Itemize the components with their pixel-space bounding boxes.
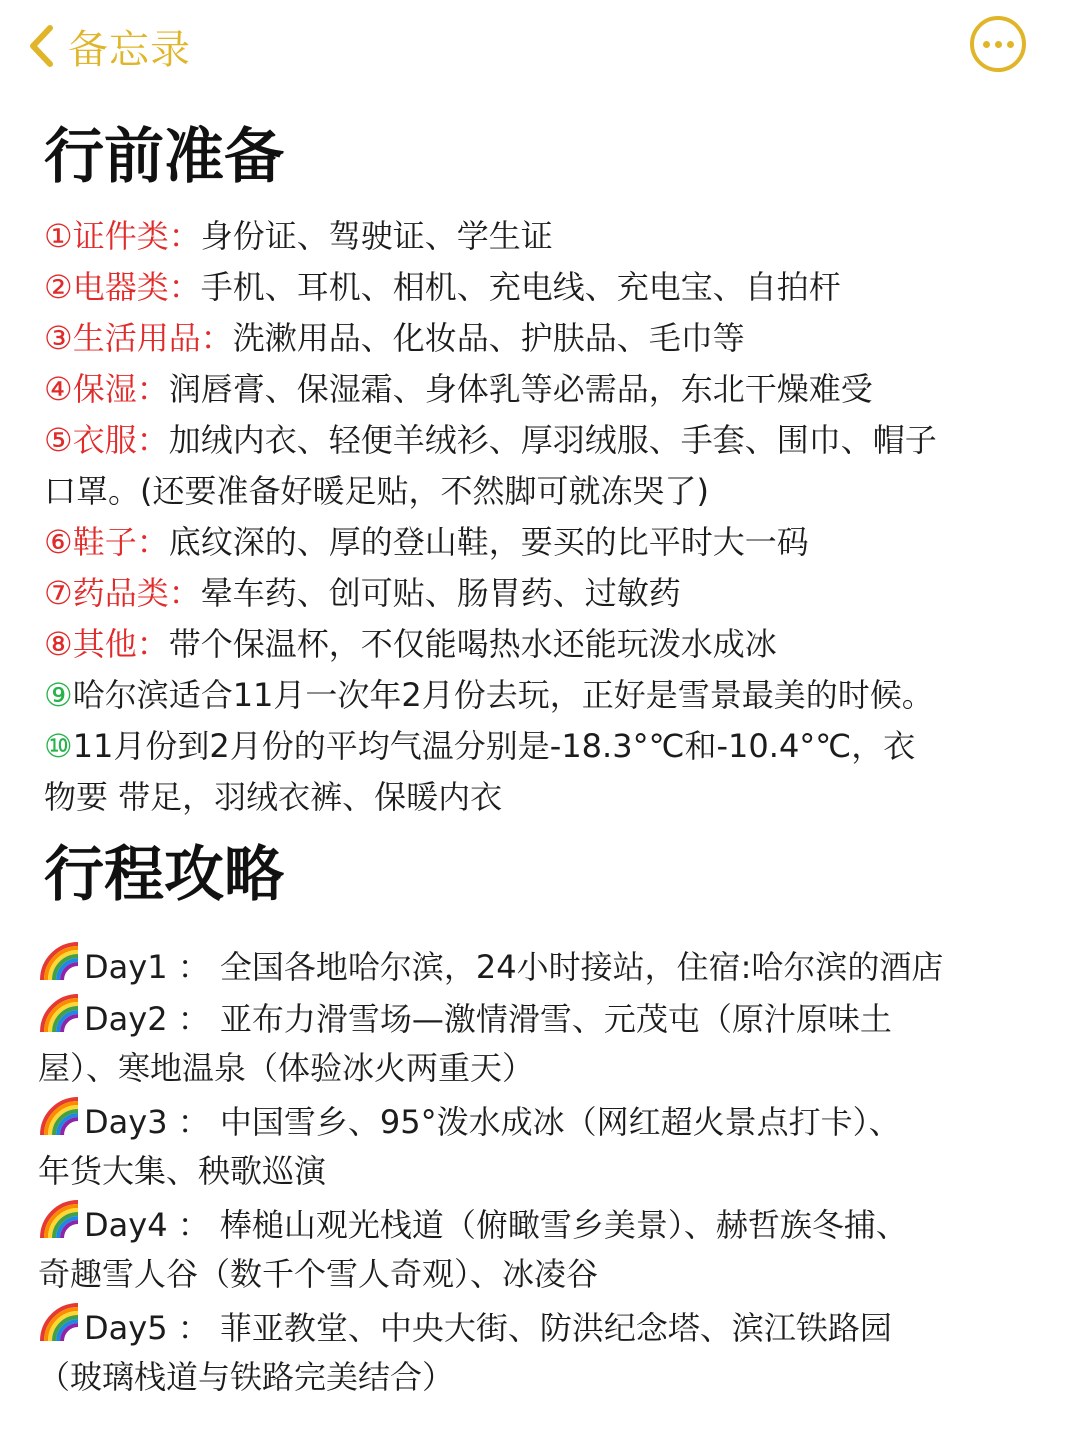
itinerary-day-continuation: 年货大集、秧歌巡演 [38,1152,327,1190]
more-dot-icon [1007,41,1014,48]
back-button[interactable] [28,14,191,78]
prep-item-label: ⑤衣服： [44,421,169,459]
itinerary-day [38,940,1038,993]
prep-item-label: ③生活用品： [44,319,233,357]
rainbow-icon [38,1198,82,1242]
prep-note [44,721,1044,772]
prep-item-continuation: 口罩。(还要准备好暖足贴，不然脚可就冻哭了) [44,472,709,510]
prep-item-text: 带个保温杯，不仅能喝热水还能玩泼水成冰 [168,625,777,663]
itinerary-day [38,1301,1038,1354]
itinerary-day [38,992,1038,1045]
prep-item [44,619,1044,670]
prep-item-label: ⑧其他： [44,625,169,663]
prep-item [44,211,1044,262]
prep-item-label: ⑦药品类： [44,574,201,612]
section-title-itinerary: 行程攻略 [44,840,284,910]
prep-item [44,313,1044,364]
prep-item-text: 晕车药、创可贴、肠胃药、过敏药 [200,574,681,612]
prep-item [44,364,1044,415]
prep-item-label: ①证件类： [44,217,201,255]
prep-note-marker: ⑩ [44,727,73,765]
prep-note-text: 哈尔滨适合11月一次年2月份去玩，正好是雪景最美的时候。 [72,676,934,714]
prep-item-label: ⑥鞋子： [44,523,169,561]
more-dot-icon [983,41,990,48]
prep-item [44,568,1044,619]
section-title-prep: 行前准备 [44,122,284,192]
nav-bar [0,0,1080,100]
prep-item [44,415,1044,466]
prep-note [44,670,1044,721]
itinerary-day-text: Day1 ： 全国各地哈尔滨，24小时接站，住宿:哈尔滨的酒店 [84,948,944,986]
prep-note-text: 11月份到2月份的平均气温分别是-18.3°℃和-10.4°℃，衣 [72,727,916,765]
itinerary-day-text: Day5 ： 菲亚教堂、中央大街、防洪纪念塔、滨江铁路园 [84,1309,892,1347]
prep-item-text: 底纹深的、厚的登山鞋，要买的比平时大一码 [168,523,809,561]
rainbow-icon [38,940,82,984]
more-dot-icon [995,41,1002,48]
itinerary-day-continuation: （玻璃栈道与铁路完美结合） [38,1358,455,1396]
prep-item-label: ④保湿： [44,370,169,408]
itinerary-day [38,1198,1038,1251]
itinerary-day-continuation: 奇趣雪人谷（数千个雪人奇观）、冰凌谷 [38,1255,599,1293]
back-label: 备忘录 [68,26,191,73]
itinerary-day-text: Day4 ： 棒槌山观光栈道（俯瞰雪乡美景）、赫哲族冬捕、 [84,1206,908,1244]
prep-item-text: 加绒内衣、轻便羊绒衫、厚羽绒服、手套、围巾、帽子 [168,421,937,459]
rainbow-icon [38,1301,82,1345]
prep-note-marker: ⑨ [44,676,73,714]
prep-item-text: 身份证、驾驶证、学生证 [200,217,553,255]
prep-item-text: 润唇膏、保湿霜、身体乳等必需品，东北干燥难受 [168,370,873,408]
more-options-button[interactable] [970,16,1026,72]
prep-note-continuation: 物要 带足，羽绒衣裤、保暖内衣 [44,778,503,816]
rainbow-icon [38,992,82,1036]
prep-item-label: ②电器类： [44,268,201,306]
itinerary-day [38,1095,1038,1148]
itinerary-day-text: Day2 ： 亚布力滑雪场—激情滑雪、元茂屯（原汁原味土 [84,1000,892,1038]
itinerary-day-continuation: 屋）、寒地温泉（体验冰火两重天） [38,1049,535,1087]
prep-item-text: 手机、耳机、相机、充电线、充电宝、自拍杆 [200,268,841,306]
prep-item [44,517,1044,568]
prep-item [44,262,1044,313]
rainbow-icon [38,1095,82,1139]
prep-item-text: 洗漱用品、化妆品、护肤品、毛巾等 [232,319,745,357]
itinerary-day-text: Day3 ： 中国雪乡、95°泼水成冰（网红超火景点打卡）、 [84,1103,901,1141]
chevron-left-icon [28,24,54,68]
